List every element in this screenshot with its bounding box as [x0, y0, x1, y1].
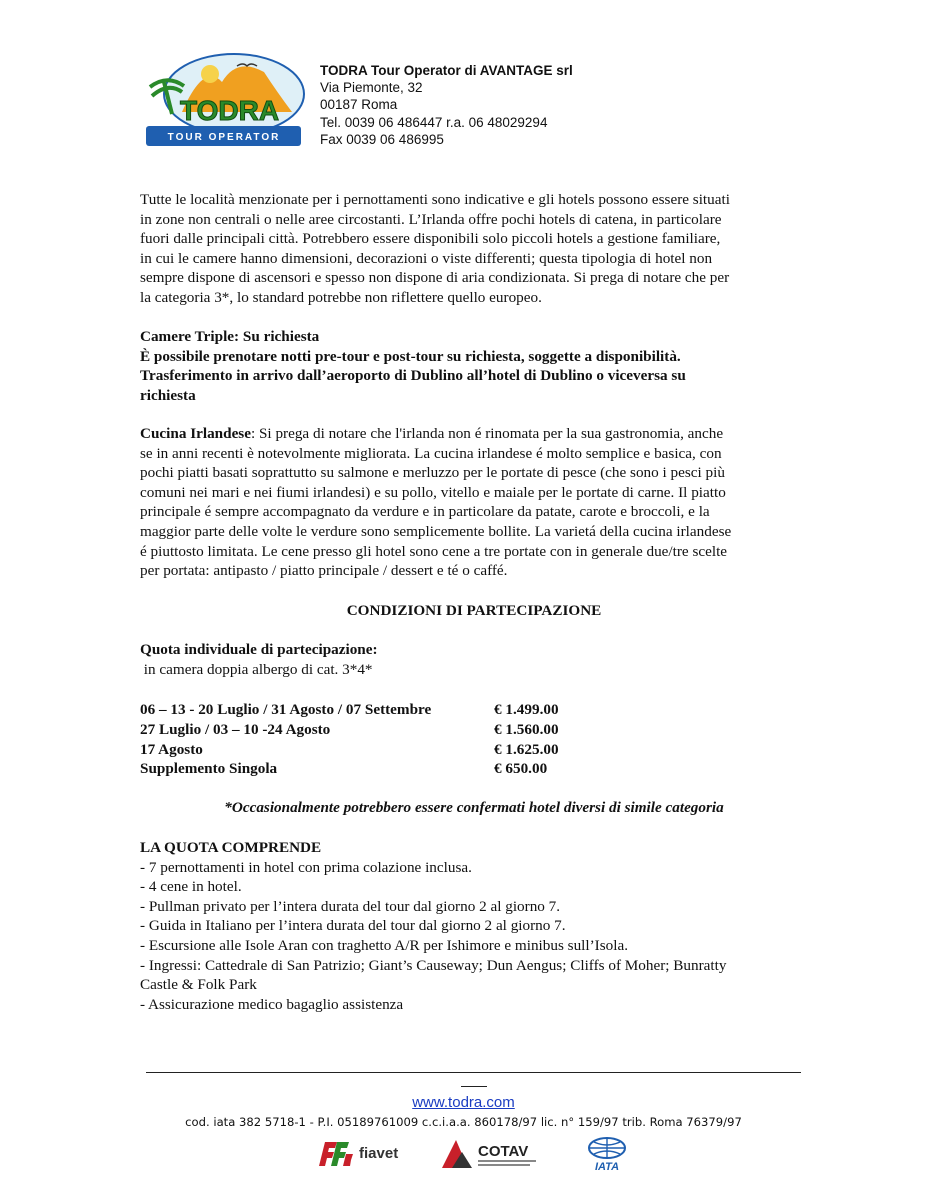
- price-row: [140, 740, 559, 760]
- price-value: € 650.00: [494, 760, 548, 778]
- iata-logo: [582, 1136, 632, 1172]
- price-value: € 1.499.00: [494, 701, 559, 718]
- cuisine-first-rest: : Si prega di notare che l'irlanda non é rinomata per la sua gastronomia, anche: [250, 425, 724, 442]
- price-period: Supplemento Singola: [140, 760, 278, 778]
- price-period: 27 Luglio / 03 – 10 -24 Agosto: [140, 720, 331, 738]
- price-value: € 1.625.00: [494, 740, 559, 758]
- cuisine-line: se in anni recenti è notevolmente migliorata. La cucina irlandese é molto semplice e basica, con: [140, 444, 722, 462]
- includes-item: - Ingressi: Cattedrale di San Patrizio; Giant’s Causeway; Dun Aengus; Cliffs of Moher; Bunratty: [140, 956, 727, 974]
- company-city: 00187 Roma: [320, 97, 398, 113]
- iata-text: IATA: [594, 1161, 620, 1172]
- cuisine-line: per portata: antipasto / piatto principale / dessert e té o caffé.: [140, 562, 508, 580]
- intro-line: Tutte le località menzionate per i pernottamenti sono indicative e gli hotels possono essere situati: [140, 191, 730, 208]
- cuisine-line: principale é sempre accompagnato da verdure e in particolare da patate, carote e broccoli, e la: [140, 503, 710, 521]
- company-info: [320, 62, 573, 148]
- includes-title: LA QUOTA COMPRENDE: [140, 839, 322, 856]
- quota-block: [140, 640, 378, 679]
- rooms-line: richiesta: [140, 386, 196, 404]
- price-value: € 1.560.00: [494, 720, 559, 738]
- includes-item: - 7 pernottamenti in hotel con prima colazione inclusa.: [140, 858, 472, 876]
- includes-item: - Assicurazione medico bagaglio assistenza: [140, 995, 404, 1013]
- logo-name: TODRA: [180, 95, 280, 126]
- quota-title: Quota individuale di partecipazione:: [140, 641, 378, 658]
- cuisine-first-line: [140, 424, 808, 444]
- intro-line: in zone non centrali o nelle aree circostanti. L’Irlanda offre pochi hotels di catena, in particolare: [140, 210, 722, 228]
- fiavet-logo: [315, 1136, 407, 1172]
- website-link[interactable]: www.todra.com: [412, 1094, 515, 1111]
- company-fax: Fax 0039 06 486995: [320, 131, 444, 147]
- company-name: TODRA Tour Operator di AVANTAGE srl: [320, 63, 573, 78]
- cuisine-paragraph: [140, 424, 808, 581]
- includes-item: - Escursione alle Isole Aran con traghetto A/R per Ishimore e minibus sull’Isola.: [140, 936, 628, 954]
- rooms-line: Camere Triple: Su richiesta: [140, 328, 320, 345]
- company-street: Via Piemonte, 32: [320, 80, 423, 96]
- todra-logo: [142, 52, 305, 150]
- fiavet-text: fiavet: [359, 1145, 399, 1162]
- company-phone: Tel. 0039 06 486447 r.a. 06 48029294: [320, 114, 548, 130]
- logo-tagline: TOUR OPERATOR: [167, 132, 281, 143]
- cotav-logo: [438, 1136, 542, 1172]
- conditions-heading: CONDIZIONI DI PARTECIPAZIONE: [346, 602, 602, 619]
- footer-divider-tail: [461, 1086, 487, 1087]
- quota-subtitle: in camera doppia albergo di cat. 3*4*: [140, 660, 373, 678]
- includes-item: - Guida in Italiano per l’intera durata del tour dal giorno 2 al giorno 7.: [140, 917, 566, 935]
- intro-line: sempre dispone di ascensori e spesso non dispone di aria condizionata. Si prega di notare che per: [140, 269, 730, 287]
- price-period: 06 – 13 - 20 Luglio / 31 Agosto / 07 Settembre: [140, 701, 432, 718]
- cuisine-line: pochi piatti basati soprattutto su salmone e merluzzo per le portate di pesce (che sono i pesci più: [140, 464, 725, 482]
- cuisine-label: Cucina Irlandese: [140, 425, 251, 442]
- cuisine-line: é piuttosto limitata. Le cene presso gli hotel sono cene a tre portate con in generale due/tre scelte: [140, 542, 728, 560]
- cuisine-line: maggior parte delle volte le verdure sono semplicemente bollite. La varietá della cucina irlandese: [140, 522, 732, 540]
- footer-divider: [146, 1072, 801, 1073]
- includes-item: Castle & Folk Park: [140, 976, 257, 994]
- intro-line: la categoria 3*, lo standard potrebbe non riflettere quello europeo.: [140, 288, 542, 306]
- price-row: [140, 700, 559, 720]
- includes-item: - Pullman privato per l’intera durata del tour dal giorno 2 al giorno 7.: [140, 897, 561, 915]
- includes-item: - 4 cene in hotel.: [140, 878, 242, 896]
- intro-line: fuori dalle principali città. Potrebbero essere disponibili solo piccoli hotels a gestione familiare,: [140, 230, 721, 248]
- price-table: [140, 700, 559, 779]
- cotav-text: COTAV: [478, 1143, 529, 1160]
- price-row: [140, 720, 559, 740]
- rooms-line: Trasferimento in arrivo dall’aeroporto di Dublino all’hotel di Dublino o viceversa su: [140, 367, 686, 385]
- includes-list: [140, 838, 808, 1014]
- rooms-line: È possibile prenotare notti pre-tour e post-tour su richiesta, soggette a disponibilità.: [140, 347, 681, 365]
- intro-line: in cui le camere hanno dimensioni, decorazioni o viste differenti; questa tipologia di hotel non: [140, 249, 713, 267]
- price-row: [140, 759, 559, 779]
- price-period: 17 Agosto: [140, 740, 203, 758]
- cuisine-line: comuni nei mari e nei fiumi irlandesi) e su pollo, vitello e maiale per le portate di carne. Il piatto: [140, 483, 726, 501]
- legal-info: cod. iata 382 5718-1 - P.I. 05189761009 c.c.i.a.a. 860178/97 lic. n° 159/97 trib. Roma 76379/97: [185, 1115, 742, 1129]
- rooms-paragraph: [140, 327, 808, 405]
- intro-paragraph: [140, 190, 808, 308]
- hotel-note: *Occasionalmente potrebbero essere confermati hotel diversi di simile categoria: [224, 799, 724, 816]
